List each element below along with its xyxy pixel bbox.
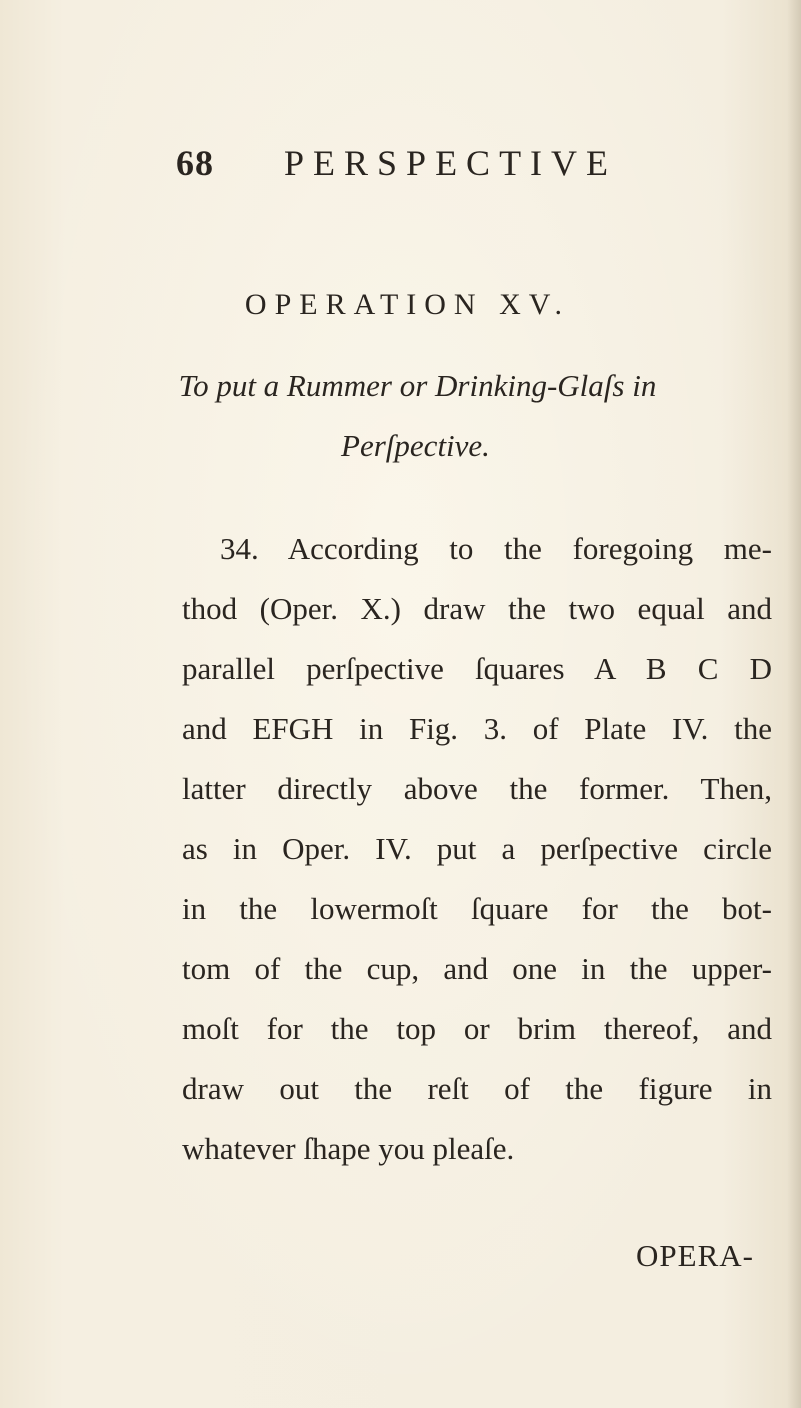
running-head: PERSPECTIVE xyxy=(284,143,618,183)
catchword: OPERA- xyxy=(636,1238,754,1273)
paragraph-line: draw out the reſt of the figure in xyxy=(182,1071,772,1106)
page-edge-shadow xyxy=(787,0,801,1408)
operation-heading: OPERATION XV. xyxy=(244,288,571,321)
subtitle-line-2: Perſpective. xyxy=(341,428,490,463)
paragraph-34 xyxy=(182,519,772,1179)
paragraph-line: parallel perſpective ſquares A B C D xyxy=(182,651,772,686)
paragraph-line: latter directly above the former. Then, xyxy=(182,771,772,806)
paragraph-line: whatever ſhape you pleaſe. xyxy=(182,1131,515,1166)
paragraph-line: 34. According to the foregoing me- xyxy=(220,531,772,566)
paragraph-line: thod (Oper. X.) draw the two equal and xyxy=(182,591,772,626)
paragraph-line: as in Oper. IV. put a perſpective circle xyxy=(182,831,772,866)
paragraph-line: moſt for the top or brim thereof, and xyxy=(182,1011,772,1046)
subtitle-line-1: To put a Rummer or Drinking-Glaſs in xyxy=(178,368,657,403)
page-number: 68 xyxy=(176,143,214,183)
paragraph-line: in the lowermoſt ſquare for the bot- xyxy=(182,891,772,926)
paragraph-line: and EFGH in Fig. 3. of Plate IV. the xyxy=(182,711,772,746)
paragraph-line: tom of the cup, and one in the upper- xyxy=(182,951,772,986)
